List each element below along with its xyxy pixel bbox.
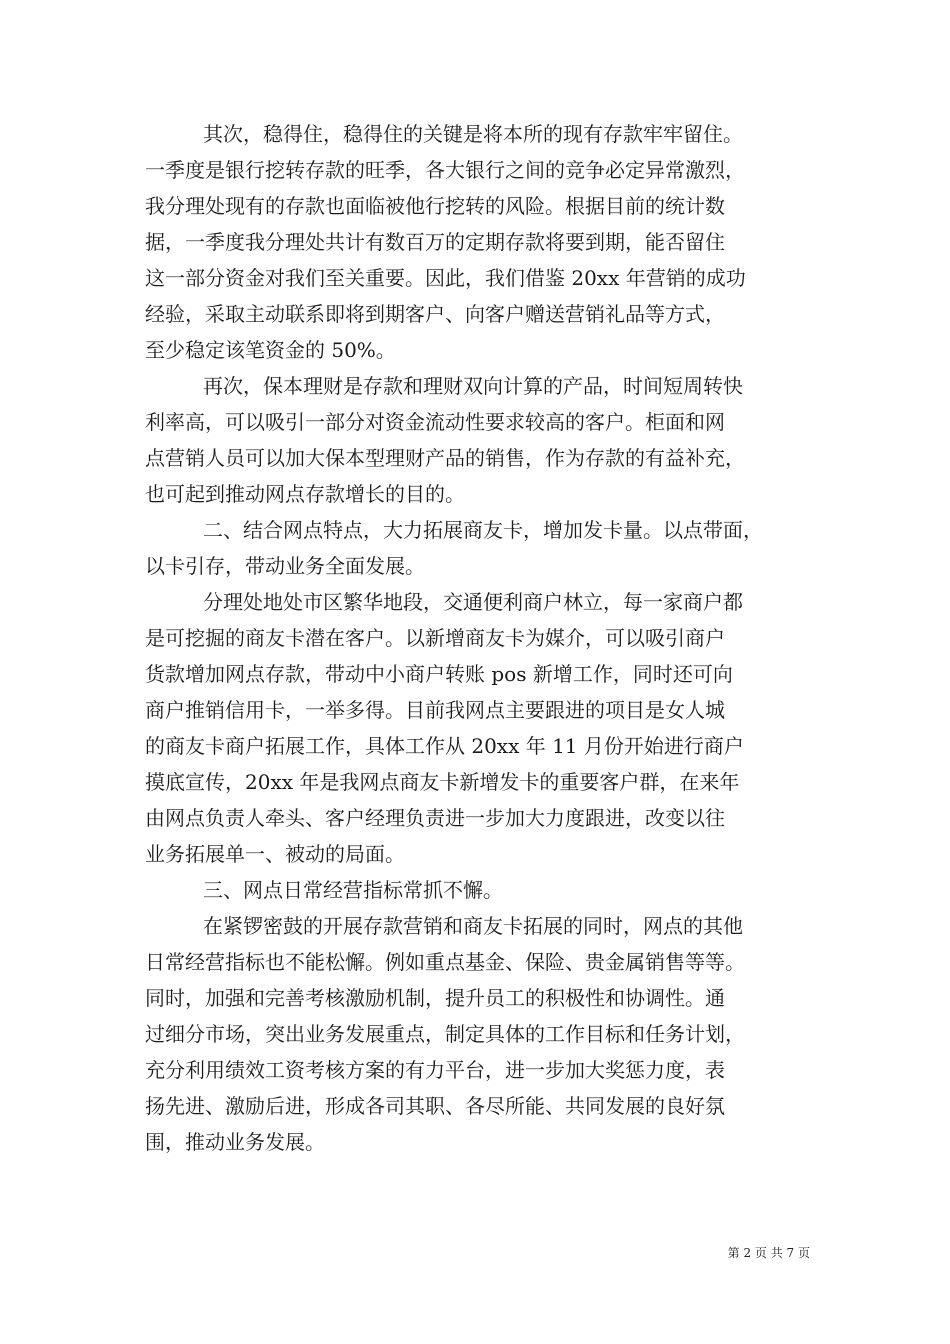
section-heading-2 [145,512,825,584]
paragraph-retain-deposits [145,116,825,368]
text-line: 也可起到推动网点存款增长的目的。 [145,482,465,506]
text-line: 货款增加网点存款，带动中小商户转账 pos 新增工作，同时还可向 [145,662,733,686]
text-line: 日常经营指标也不能松懈。例如重点基金、保险、贵金属销售等等。 [145,950,745,974]
text-line: 业务拓展单一、被动的局面。 [145,842,405,866]
text-line: 由网点负责人牵头、客户经理负责进一步加大力度跟进，改变以往 [145,806,725,830]
section-heading-3 [145,872,825,908]
text-line: 至少稳定该笔资金的 50%。 [145,338,396,362]
text-line: 三、网点日常经营指标常抓不懈。 [203,878,503,902]
document-body [145,116,825,1160]
text-line: 一季度是银行挖转存款的旺季，各大银行之间的竞争必定异常激烈， [145,158,745,182]
text-line: 充分利用绩效工资考核方案的有力平台，进一步加大奖惩力度，表 [145,1058,725,1082]
text-line: 点营销人员可以加大保本型理财产品的销售，作为存款的有益补充， [145,446,745,470]
text-line: 经验，采取主动联系即将到期客户、向客户赠送营销礼品等方式， [145,302,725,326]
paragraph-wealth-products [145,368,825,512]
text-line: 商户推销信用卡，一举多得。目前我网点主要跟进的项目是女人城 [145,698,725,722]
text-line: 再次，保本理财是存款和理财双向计算的产品，时间短周转快 [203,374,743,398]
text-line: 围，推动业务发展。 [145,1130,325,1154]
text-line: 利率高，可以吸引一部分对资金流动性要求较高的客户。柜面和网 [145,410,725,434]
text-line: 其次，稳得住，稳得住的关键是将本所的现有存款牢牢留住。 [203,122,743,146]
text-line: 这一部分资金对我们至关重要。因此，我们借鉴 20xx 年营销的成功 [145,266,746,290]
text-line: 二、结合网点特点，大力拓展商友卡，增加发卡量。以点带面， [203,518,763,542]
text-line: 是可挖掘的商友卡潜在客户。以新增商友卡为媒介，可以吸引商户 [145,626,725,650]
text-line: 以卡引存，带动业务全面发展。 [145,554,425,578]
text-line: 扬先进、激励后进，形成各司其职、各尽所能、共同发展的良好氛 [145,1094,725,1118]
text-line: 的商友卡商户拓展工作，具体工作从 20xx 年 11 月份开始进行商户 [145,734,744,758]
text-line: 同时，加强和完善考核激励机制，提升员工的积极性和协调性。通 [145,986,725,1010]
paragraph-merchant-cards [145,584,825,872]
paragraph-daily-indicators [145,908,825,1160]
text-line: 过细分市场，突出业务发展重点，制定具体的工作目标和任务计划， [145,1022,745,1046]
text-line: 在紧锣密鼓的开展存款营销和商友卡拓展的同时，网点的其他 [203,914,743,938]
text-line: 摸底宣传，20xx 年是我网点商友卡新增发卡的重要客户群，在来年 [145,770,740,794]
page-number-footer: 第 2 页 共 7 页 [727,1246,810,1260]
text-line: 据，一季度我分理处共计有数百万的定期存款将要到期，能否留住 [145,230,725,254]
text-line: 分理处地处市区繁华地段，交通便利商户林立，每一家商户都 [203,590,743,614]
text-line: 我分理处现有的存款也面临被他行挖转的风险。根据目前的统计数 [145,194,725,218]
